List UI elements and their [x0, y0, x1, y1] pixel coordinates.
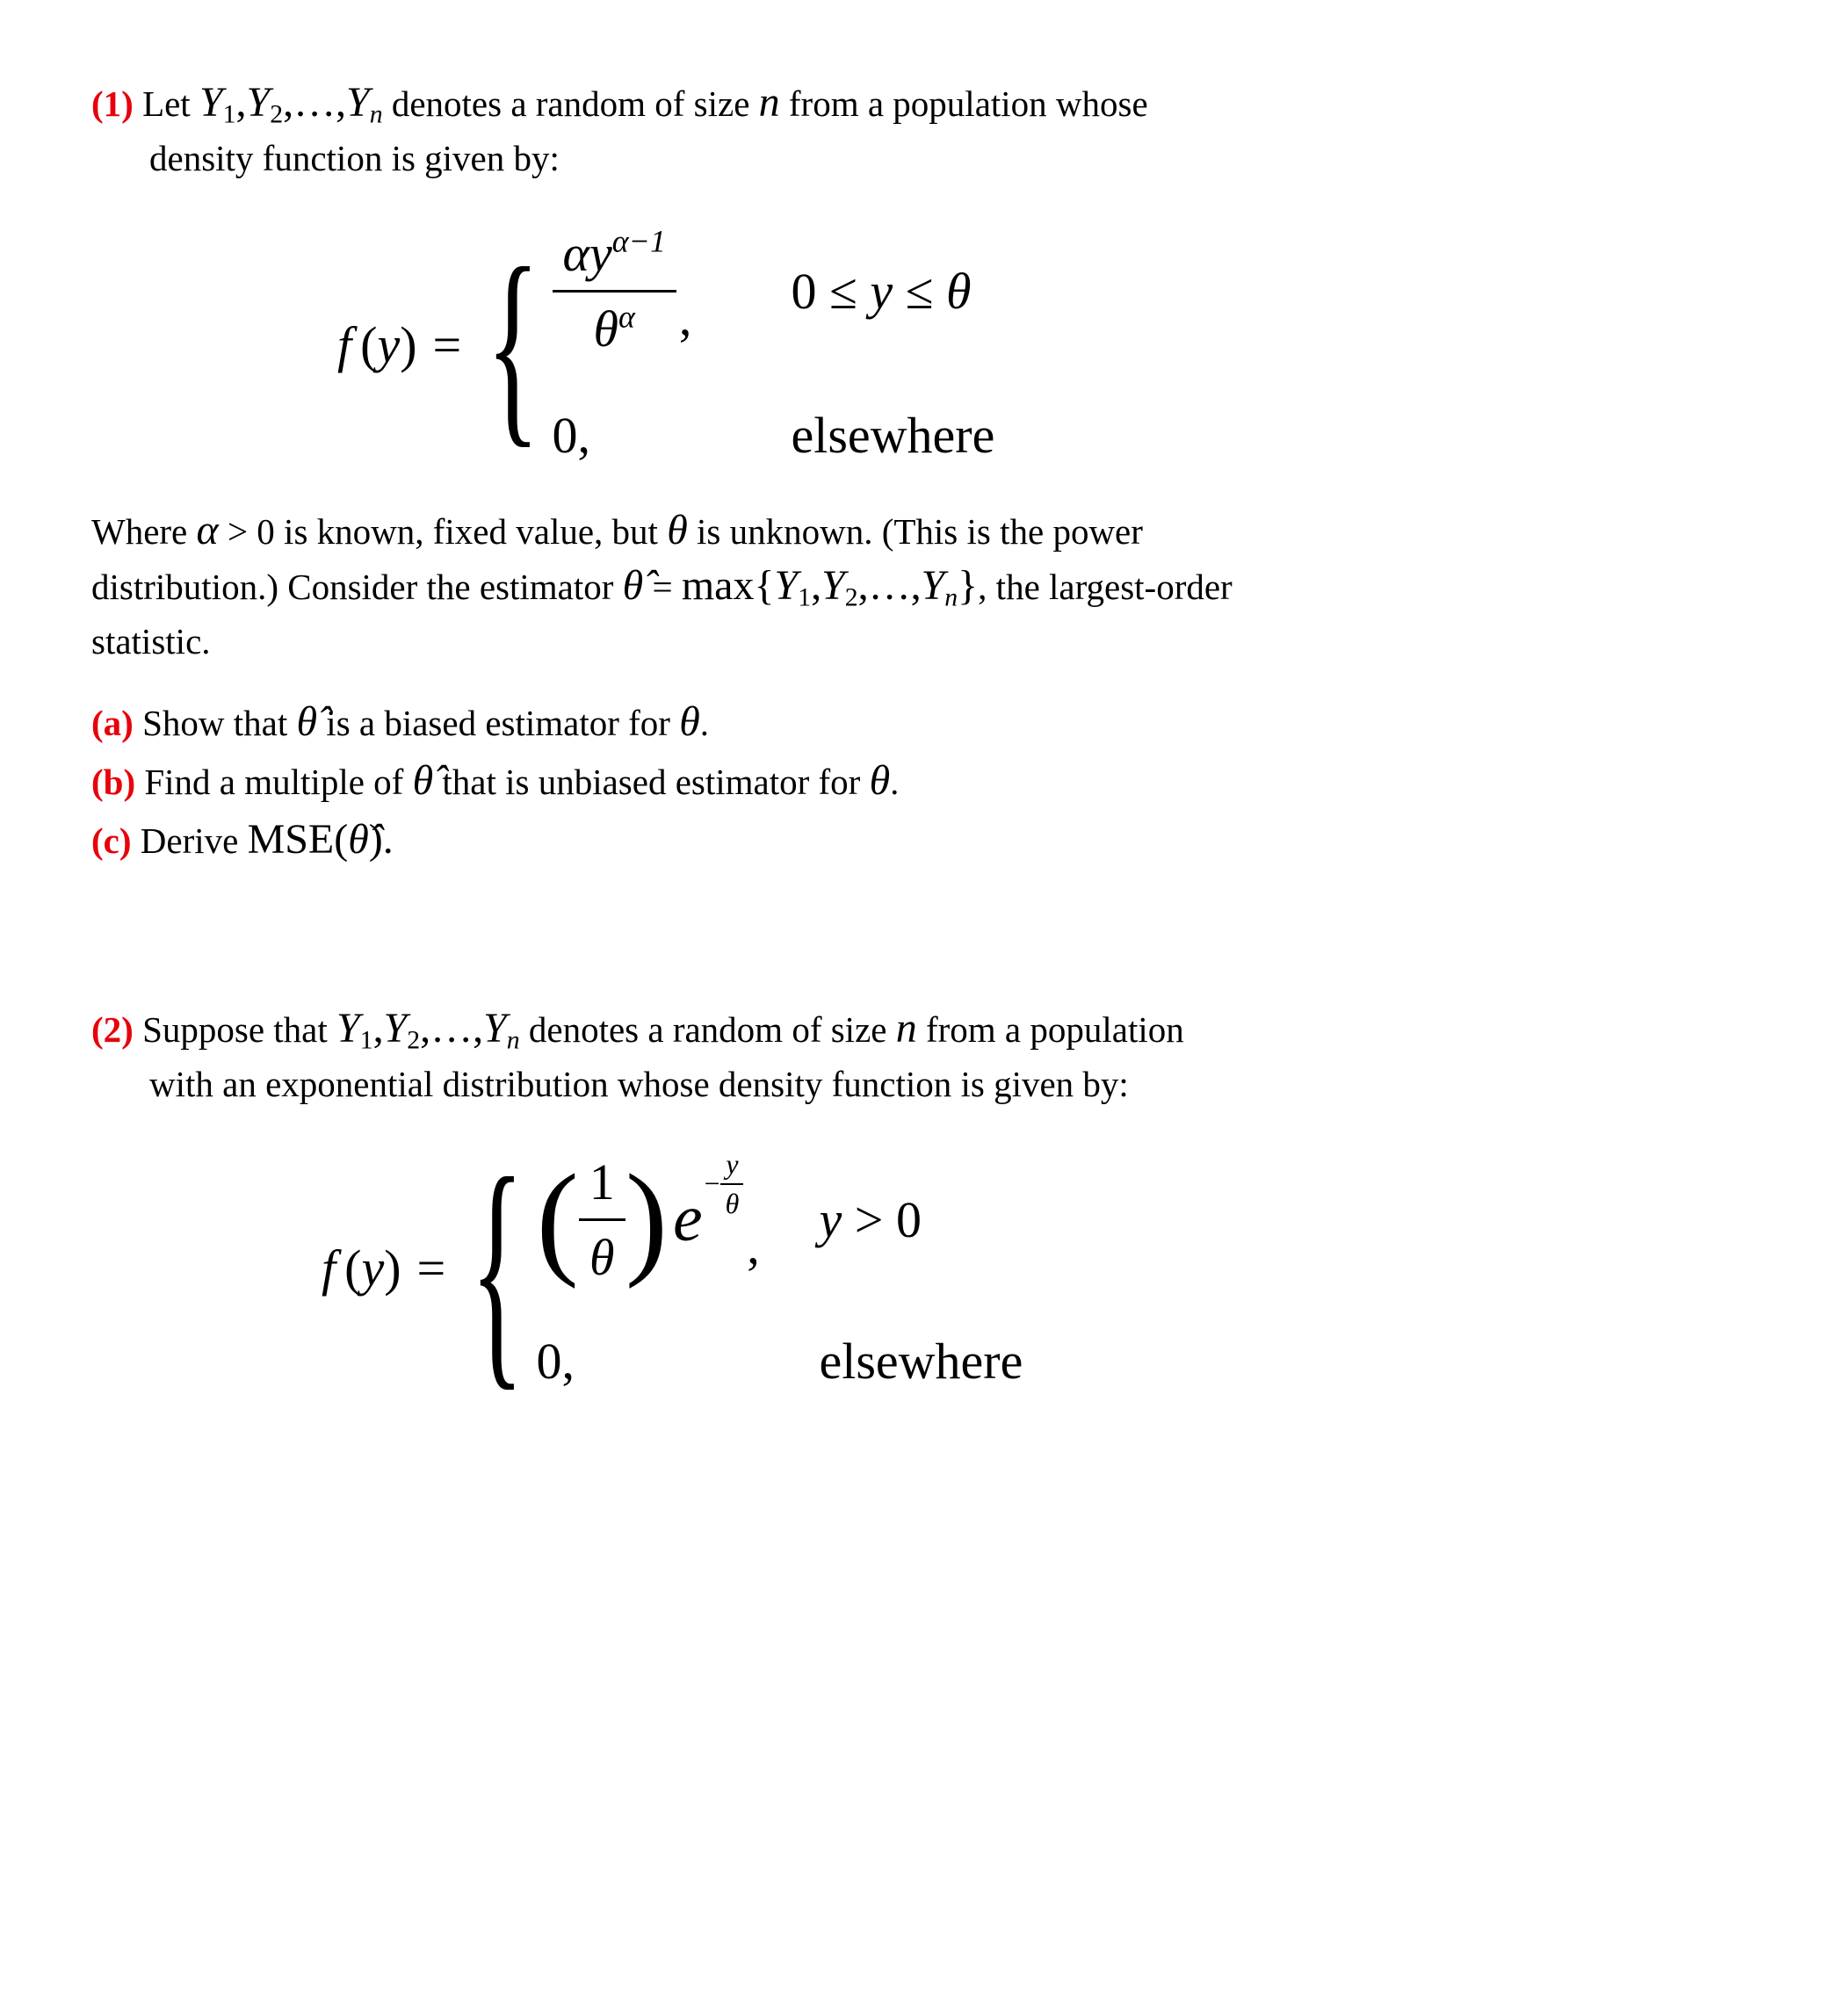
- paren-close: ): [400, 315, 417, 373]
- math-Y: Y: [246, 79, 271, 126]
- math-Y-sequence: [199, 79, 383, 129]
- text-run: distribution.) Consider the estimator: [91, 567, 623, 607]
- case-row: [553, 406, 995, 465]
- problem-2-intro-line-1: [91, 1001, 1787, 1057]
- math-f: f: [337, 315, 352, 373]
- fraction-numerator: 1: [579, 1153, 625, 1221]
- text-run: denotes a random of size: [382, 83, 759, 124]
- part-a-line: [91, 693, 1787, 752]
- case-condition: [820, 1332, 1023, 1391]
- math-theta: θ: [679, 698, 700, 745]
- ellipsis: ,…,: [420, 1005, 484, 1051]
- case-condition: [820, 1190, 922, 1249]
- paragraph-line-1: [91, 503, 1787, 559]
- math-Y: Y: [483, 1005, 507, 1051]
- math-f: f: [322, 1239, 336, 1297]
- problem-1-intro-line-2: density function is given by:: [149, 138, 560, 178]
- text-run: , the largest-order: [978, 567, 1233, 607]
- math-Y: Y: [383, 1005, 408, 1051]
- math-Y-sequence: [336, 1005, 520, 1055]
- text-run: =: [643, 567, 682, 607]
- math-Y: Y: [821, 562, 845, 609]
- zero-case: 0,: [536, 1332, 575, 1390]
- text-run: Where: [91, 511, 197, 552]
- big-paren-open: (: [536, 1149, 579, 1290]
- fraction: [553, 224, 676, 358]
- equals-sign: =: [432, 315, 462, 373]
- case-expression: [553, 406, 792, 465]
- problem-2-marker: (2): [91, 1009, 134, 1050]
- paren-open: (: [360, 315, 378, 373]
- math-theta-hat: θ̂: [296, 698, 318, 745]
- text-run: ≤: [893, 263, 946, 320]
- math-theta: θ: [593, 300, 618, 358]
- formula-2-lhs: [322, 1239, 461, 1297]
- text-run: from a population: [916, 1009, 1184, 1050]
- ellipsis: ,…,: [283, 79, 347, 126]
- zero-case: 0,: [552, 407, 590, 464]
- ellipsis: ,…,: [857, 562, 922, 609]
- paren-close: ): [384, 1239, 401, 1297]
- math-Y: Y: [921, 562, 945, 609]
- case-condition: [792, 262, 972, 321]
- fraction-numerator: [553, 224, 676, 293]
- math-theta-hat: θ̂: [622, 562, 644, 609]
- math-theta: θ: [667, 507, 688, 553]
- fraction: [579, 1153, 625, 1287]
- paragraph-line-2: [91, 559, 1787, 614]
- part-b-line: [91, 752, 1787, 811]
- math-n: n: [895, 1005, 917, 1051]
- math-y: y: [361, 1239, 385, 1297]
- subscript-1: 1: [222, 99, 236, 129]
- subscript-n: n: [944, 582, 958, 612]
- fraction-denominator: [582, 293, 645, 358]
- math-y: y: [589, 225, 612, 282]
- piecewise-cases-1: [553, 224, 995, 465]
- exponent-alpha-minus-1: α−1: [611, 223, 666, 259]
- math-y: y: [870, 263, 893, 320]
- case-row: [553, 224, 995, 358]
- math-y: y: [377, 315, 401, 373]
- math-theta-hat: θ̂: [412, 757, 434, 804]
- minus-sign: −: [704, 1168, 720, 1200]
- subscript-1: 1: [798, 582, 812, 612]
- text-run: is a biased estimator for: [317, 703, 680, 743]
- mse-label: MSE(: [247, 816, 349, 863]
- fraction-numerator: y: [720, 1149, 743, 1185]
- math-Y: Y: [774, 562, 799, 609]
- formula-1: [337, 224, 1787, 465]
- left-brace: {: [470, 1124, 524, 1412]
- elsewhere-label: elsewhere: [791, 407, 995, 464]
- text-run: > 0: [842, 1190, 922, 1248]
- exponent-fraction: [720, 1149, 745, 1220]
- subscript-n: n: [506, 1025, 520, 1055]
- case-condition: [792, 406, 995, 465]
- problem-1-marker: (1): [91, 83, 134, 124]
- exponent-alpha: α: [618, 299, 635, 335]
- math-Y: Y: [346, 79, 370, 126]
- subscript-2: 2: [407, 1025, 421, 1055]
- fraction-denominator: θ: [589, 1228, 615, 1286]
- math-n: n: [758, 79, 780, 126]
- text-run: > 0 is known, fixed value, but: [218, 511, 668, 552]
- problem-1-intro-line-1: [91, 76, 1787, 131]
- paragraph-line-3: statistic.: [91, 621, 211, 661]
- max-operator: max: [681, 562, 755, 609]
- brace-open: {: [754, 562, 775, 609]
- big-paren-close: ): [625, 1149, 669, 1290]
- math-theta: θ: [869, 757, 891, 804]
- text-run: that is unbiased estimator for: [433, 762, 870, 802]
- text-run: .: [699, 703, 710, 743]
- math-alpha: α: [196, 507, 219, 553]
- text-run: Show that: [133, 703, 297, 743]
- subscript-2: 2: [844, 582, 858, 612]
- elsewhere-label: elsewhere: [819, 1332, 1023, 1390]
- case-expression: [553, 224, 792, 358]
- problem-2-intro-line-2: with an exponential distribution whose density function is given by:: [149, 1064, 1129, 1104]
- case-expression: [537, 1332, 820, 1391]
- math-theta-hat: θ̂: [348, 816, 369, 863]
- subscript-1: 1: [359, 1025, 373, 1055]
- mse-expression: [248, 816, 394, 863]
- problem-1-parts: [91, 693, 1787, 870]
- text-run: .: [890, 762, 900, 802]
- subscript-n: n: [369, 99, 383, 129]
- comma: ,: [811, 562, 822, 609]
- text-run: ).: [368, 816, 394, 863]
- formula-2: [322, 1124, 1787, 1412]
- case-row: [537, 1332, 1023, 1391]
- math-y: y: [819, 1190, 842, 1248]
- text-run: 0 ≤: [791, 263, 871, 320]
- text-run: Find a multiple of: [135, 762, 413, 802]
- math-e: e: [673, 1182, 703, 1256]
- text-run: Derive: [131, 820, 248, 861]
- text-run: denotes a random of size: [519, 1009, 896, 1050]
- text-run: Let: [133, 83, 199, 124]
- part-c-line: [91, 811, 1787, 870]
- math-theta: θ: [945, 263, 972, 320]
- formula-1-lhs: [337, 315, 477, 374]
- problem-1-paragraph: [91, 503, 1787, 668]
- text-run: from a population whose: [779, 83, 1148, 124]
- text-run: is unknown. (This is the power: [687, 511, 1143, 552]
- paren-open: (: [344, 1239, 362, 1297]
- brace-close: }: [958, 562, 979, 609]
- fraction-denominator: θ: [725, 1188, 740, 1219]
- case-row: [537, 1146, 1023, 1293]
- equals-sign: =: [416, 1239, 446, 1297]
- exponent: [705, 1149, 745, 1220]
- math-Y-sequence: [774, 562, 958, 612]
- subscript-2: 2: [270, 99, 284, 129]
- comma: ,: [747, 1217, 760, 1275]
- math-Y: Y: [199, 79, 223, 126]
- math-alpha: α: [562, 225, 589, 282]
- part-a-marker: (a): [91, 703, 134, 743]
- piecewise-cases-2: [537, 1146, 1023, 1391]
- comma: ,: [372, 1005, 384, 1051]
- part-c-marker: (c): [91, 820, 132, 861]
- math-Y: Y: [336, 1005, 360, 1051]
- text-run: Suppose that: [133, 1009, 336, 1050]
- part-b-marker: (b): [91, 762, 136, 802]
- case-expression: [537, 1146, 820, 1293]
- comma: ,: [678, 289, 692, 346]
- left-brace: {: [486, 222, 540, 466]
- comma: ,: [235, 79, 247, 126]
